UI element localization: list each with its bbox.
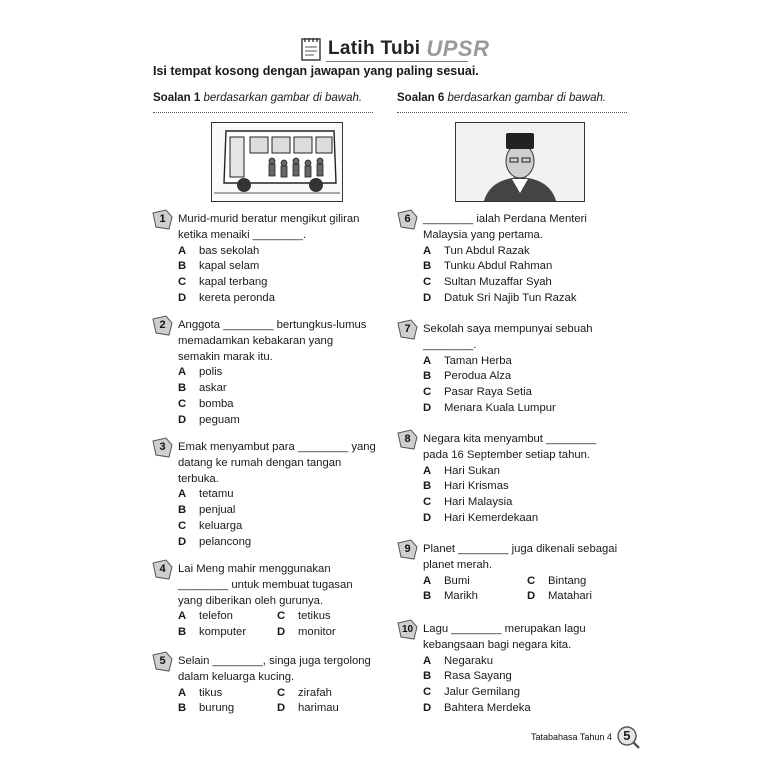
option-letter: D [423, 701, 432, 714]
option-letter: A [178, 610, 187, 623]
question-line: ________ untuk membuat tugasan [178, 578, 353, 591]
question-line: memadamkan kebakaran yang [178, 334, 334, 347]
question-text [423, 622, 631, 654]
option-text: bomba [199, 397, 234, 410]
option-letter: C [277, 610, 286, 623]
question-number: 1 [159, 213, 166, 225]
question-line: ketika menaiki ________. [178, 228, 307, 241]
option-a[interactable] [178, 244, 376, 260]
option-letter: B [423, 670, 432, 683]
option-b[interactable] [423, 669, 631, 685]
option-letter: D [423, 291, 432, 304]
header-upsr: UPSR [426, 36, 490, 61]
section-heading-6-bold: Soalan 6 [397, 92, 445, 104]
option-b[interactable] [178, 381, 376, 397]
option-d[interactable] [277, 625, 376, 641]
option-letter: A [423, 654, 432, 667]
question-2 [161, 318, 376, 429]
question-line: Planet ________ juga dikenali sebagai [423, 543, 618, 555]
option-text: Sultan Muzaffar Syah [444, 276, 552, 289]
option-text: Jalur Gemilang [444, 686, 520, 699]
option-a[interactable] [178, 365, 376, 381]
option-text: Matahari [548, 590, 592, 603]
option-text: Rasa Sayang [444, 670, 512, 683]
header-title: Latih Tubi [328, 38, 421, 59]
option-c[interactable] [178, 397, 376, 413]
option-text: polis [199, 366, 223, 379]
option-letter: B [423, 260, 432, 273]
option-text: Bahtera Merdeka [444, 701, 531, 714]
option-letter: B [178, 702, 187, 715]
option-letter: D [423, 401, 432, 414]
question-text [178, 318, 376, 365]
option-d[interactable] [423, 291, 631, 307]
options-row [423, 574, 631, 590]
option-letter: A [423, 464, 432, 477]
option-text: bas sekolah [199, 244, 260, 257]
option-letter: C [423, 496, 432, 509]
option-text: askar [199, 382, 227, 395]
answer-options [178, 365, 376, 428]
page-footer [531, 725, 640, 749]
option-text: Hari Krismas [444, 480, 509, 493]
page-number: 5 [623, 728, 631, 743]
question-line: Sekolah saya mempunyai sebuah [423, 323, 593, 335]
option-d[interactable] [423, 511, 631, 527]
option-text: Tun Abdul Razak [444, 244, 530, 257]
option-d[interactable] [423, 701, 631, 717]
option-a[interactable] [178, 686, 277, 702]
option-letter: C [178, 276, 187, 289]
option-c[interactable] [277, 686, 376, 702]
option-b[interactable] [178, 259, 376, 275]
option-text: Hari Malaysia [444, 496, 513, 509]
question-text [178, 654, 376, 686]
question-6 [406, 212, 631, 307]
question-number-badge [152, 437, 173, 458]
notepad-icon [300, 36, 322, 62]
option-text: monitor [298, 626, 336, 639]
question-number: 10 [401, 624, 414, 635]
question-number: 5 [159, 655, 166, 667]
section-heading-6-italic: berdasarkan gambar di bawah. [447, 92, 607, 104]
option-letter: C [178, 519, 187, 532]
question-number-badge [152, 315, 173, 336]
option-letter: A [423, 574, 432, 587]
option-letter: D [277, 702, 286, 715]
option-letter: B [178, 626, 187, 639]
section-heading-6 [397, 92, 627, 113]
option-letter: D [178, 535, 187, 548]
question-number: 9 [404, 543, 411, 555]
option-text: pelancong [199, 535, 252, 548]
option-d[interactable] [527, 589, 631, 605]
option-text: penjual [199, 504, 236, 517]
answer-options [423, 464, 631, 527]
question-number-badge [397, 209, 418, 230]
option-text: keluarga [199, 519, 243, 532]
section-heading-1-italic: berdasarkan gambar di bawah. [203, 92, 363, 104]
header-underline [326, 61, 468, 62]
option-b[interactable] [178, 701, 277, 717]
question-number: 6 [404, 213, 411, 225]
option-d[interactable] [178, 535, 376, 551]
option-text: harimau [298, 702, 339, 715]
option-letter: C [277, 686, 286, 699]
option-letter: A [423, 354, 432, 367]
question-text [423, 322, 631, 354]
answer-options [423, 654, 631, 717]
question-line: Lagu ________ merupakan lagu [423, 623, 586, 635]
option-letter: D [277, 626, 286, 639]
question-line: Emak menyambut para ________ yang [178, 441, 376, 453]
option-a[interactable] [178, 487, 376, 503]
option-text: Hari Kemerdekaan [444, 511, 539, 524]
option-text: komputer [199, 626, 247, 639]
question-number-badge [397, 429, 418, 450]
option-letter: A [423, 244, 432, 257]
question-9 [406, 542, 631, 605]
option-d[interactable] [423, 401, 631, 417]
book-title: Tatabahasa Tahun 4 [531, 732, 612, 742]
option-b[interactable] [423, 259, 631, 275]
option-letter: A [178, 244, 187, 257]
section-heading-1-bold: Soalan 1 [153, 92, 201, 104]
option-text: Datuk Sri Najib Tun Razak [444, 291, 577, 304]
question-4 [161, 562, 376, 641]
option-a[interactable] [423, 574, 527, 590]
option-letter: C [423, 686, 432, 699]
question-line: terbuka. [178, 472, 219, 485]
question-text [178, 440, 376, 487]
option-b[interactable] [178, 503, 376, 519]
option-a[interactable] [178, 609, 277, 625]
option-text: tetamu [199, 488, 234, 501]
question-number-badge [152, 209, 173, 230]
option-c[interactable] [423, 275, 631, 291]
question-line: Anggota ________ bertungkus-lumus [178, 319, 367, 331]
portrait-illustration [455, 122, 585, 202]
left-column [153, 92, 373, 113]
option-d[interactable] [178, 291, 376, 307]
option-text: telefon [199, 610, 233, 623]
page-number-badge [616, 725, 640, 749]
option-text: Bintang [548, 574, 587, 587]
question-line: Malaysia yang pertama. [423, 228, 543, 241]
option-letter: A [178, 686, 187, 699]
option-letter: B [178, 382, 187, 395]
option-text: Bumi [444, 574, 470, 587]
option-text: Pasar Raya Setia [444, 386, 532, 399]
option-c[interactable] [423, 495, 631, 511]
question-text [423, 212, 631, 244]
option-letter: C [423, 276, 432, 289]
option-letter: B [178, 260, 187, 273]
options-row [178, 609, 376, 625]
question-3 [161, 440, 376, 551]
option-text: kapal selam [199, 260, 260, 273]
question-line: semakin marak itu. [178, 350, 273, 363]
question-text [178, 212, 376, 244]
option-letter: D [178, 413, 187, 426]
question-line: ________ ialah Perdana Menteri [423, 213, 587, 225]
question-number-badge [397, 319, 418, 340]
question-line: ________. [423, 338, 477, 351]
option-d[interactable] [178, 413, 376, 429]
question-number: 8 [404, 433, 411, 445]
question-line: pada 16 September setiap tahun. [423, 448, 591, 461]
question-number-badge [152, 651, 173, 672]
option-letter: B [423, 590, 432, 603]
question-5 [161, 654, 376, 717]
option-text: kereta peronda [199, 291, 275, 304]
question-text [178, 562, 376, 609]
option-a[interactable] [423, 244, 631, 260]
options-row [178, 625, 376, 641]
question-number-badge [152, 559, 173, 580]
question-line: kebangsaan bagi negara kita. [423, 638, 572, 651]
option-d[interactable] [277, 701, 376, 717]
answer-options [178, 609, 376, 641]
option-text: zirafah [298, 686, 332, 699]
question-number: 7 [404, 323, 411, 335]
option-letter: D [178, 291, 187, 304]
question-text [423, 542, 631, 574]
answer-options [423, 244, 631, 307]
option-letter: C [423, 386, 432, 399]
answer-options [178, 244, 376, 307]
question-7 [406, 322, 631, 417]
option-text: peguam [199, 413, 240, 426]
option-letter: B [178, 504, 187, 517]
option-b[interactable] [178, 625, 277, 641]
question-text [423, 432, 631, 464]
question-number: 3 [159, 441, 166, 453]
option-text: Menara Kuala Lumpur [444, 401, 556, 414]
option-c[interactable] [277, 609, 376, 625]
option-letter: D [423, 511, 432, 524]
question-line: Lai Meng mahir menggunakan [178, 563, 331, 575]
answer-options [423, 354, 631, 417]
answer-options [178, 686, 376, 718]
option-c[interactable] [178, 519, 376, 535]
question-1 [161, 212, 376, 307]
option-a[interactable] [423, 654, 631, 670]
option-text: tetikus [298, 610, 331, 623]
option-text: Marikh [444, 590, 478, 603]
section-heading-1 [153, 92, 373, 113]
question-line: yang diberikan oleh gurunya. [178, 594, 324, 607]
option-letter: B [423, 480, 432, 493]
option-letter: A [178, 366, 187, 379]
question-line: datang ke rumah dengan tangan [178, 456, 342, 469]
question-8 [406, 432, 631, 527]
question-10 [401, 622, 631, 717]
option-text: kapal terbang [199, 276, 268, 289]
question-line: Murid-murid beratur mengikut giliran [178, 213, 360, 225]
question-number-badge [397, 539, 418, 560]
option-b[interactable] [423, 589, 527, 605]
option-letter: A [178, 488, 187, 501]
option-letter: B [423, 370, 432, 383]
page-header [300, 34, 489, 64]
option-text: Perodua Alza [444, 370, 512, 383]
option-text: tikus [199, 686, 223, 699]
question-line: planet merah. [423, 558, 493, 571]
options-row [423, 589, 631, 605]
answer-options [423, 574, 631, 606]
option-a[interactable] [423, 464, 631, 480]
question-line: Negara kita menyambut ________ [423, 433, 597, 445]
right-column [397, 92, 627, 113]
option-c[interactable] [423, 385, 631, 401]
question-line: dalam keluarga kucing. [178, 670, 295, 683]
option-b[interactable] [423, 369, 631, 385]
option-letter: C [178, 397, 187, 410]
options-row [178, 701, 376, 717]
instruction: Isi tempat kosong dengan jawapan yang paling sesuai. [153, 64, 479, 78]
option-text: burung [199, 702, 235, 715]
options-row [178, 686, 376, 702]
question-number: 4 [159, 563, 166, 575]
option-text: Tunku Abdul Rahman [444, 260, 553, 273]
option-b[interactable] [423, 479, 631, 495]
question-number-badge [397, 619, 418, 640]
option-letter: C [527, 574, 536, 587]
option-text: Taman Herba [444, 354, 512, 367]
option-c[interactable] [178, 275, 376, 291]
option-c[interactable] [423, 685, 631, 701]
option-a[interactable] [423, 354, 631, 370]
answer-options [178, 487, 376, 550]
option-text: Hari Sukan [444, 464, 500, 477]
question-number: 2 [159, 319, 166, 331]
bus-illustration [211, 122, 343, 202]
option-text: Negaraku [444, 654, 493, 667]
option-letter: D [527, 590, 536, 603]
question-line: Selain ________, singa juga tergolong [178, 655, 371, 667]
option-c[interactable] [527, 574, 631, 590]
